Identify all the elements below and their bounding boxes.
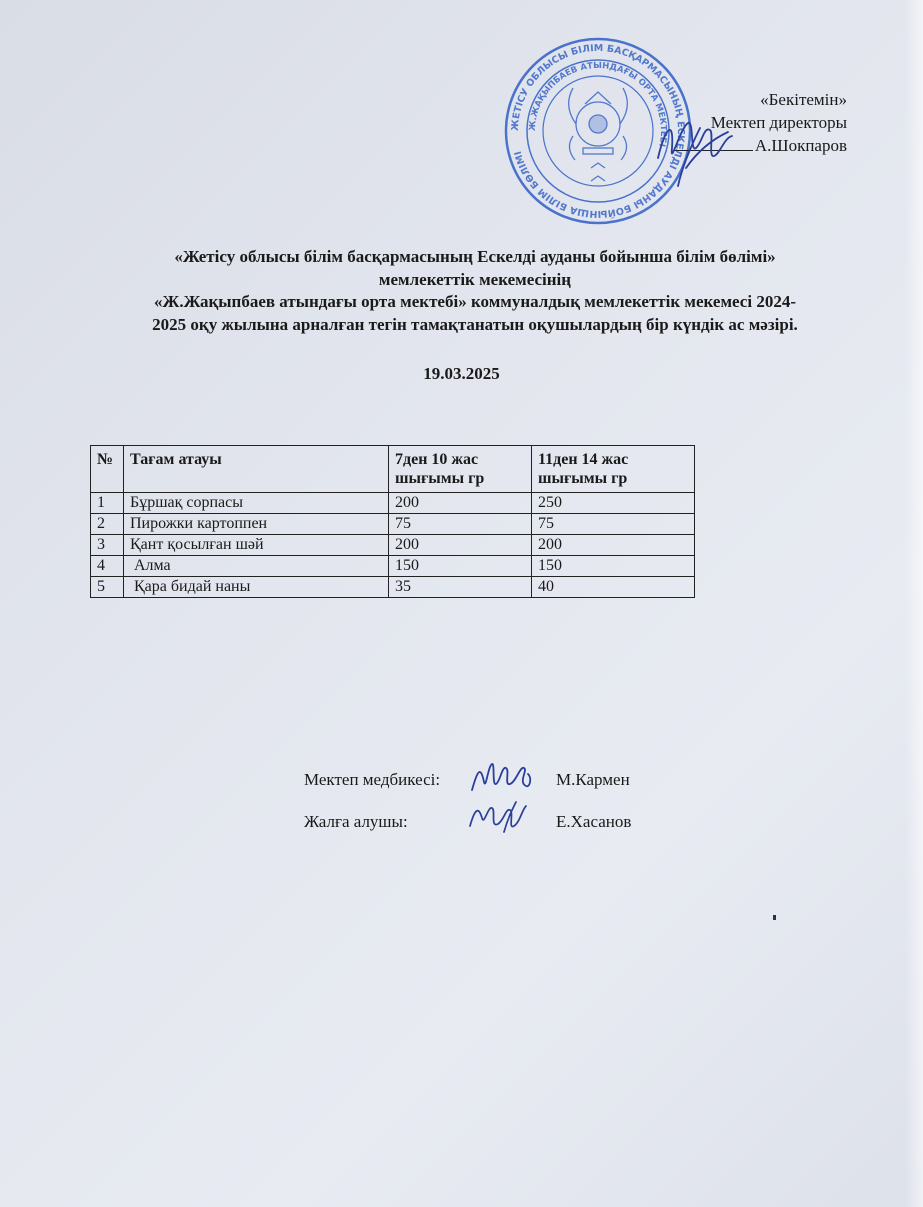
document-title <box>80 246 870 336</box>
portion-7-10: 200 <box>389 493 532 514</box>
table-header-row <box>91 446 695 493</box>
receiver-label: Жалға алушы: <box>304 812 408 831</box>
portion-11-14: 75 <box>532 514 695 535</box>
row-number: 3 <box>91 535 124 556</box>
stamp-outer-text: ЖЕТІСУ ОБЛЫСЫ БІЛІМ БАСҚАРМАСЫНЫҢ ЕСКЕЛДІ АУДАНЫ БОЙЫНША БІЛІМ БӨЛІМІ <box>509 42 687 220</box>
portion-11-14: 40 <box>532 577 695 598</box>
table-row <box>91 535 695 556</box>
signatures-block <box>304 770 664 854</box>
title-line-1: «Жетісу облысы білім басқармасының Ескелді ауданы бойынша білім бөлімі» <box>174 247 776 266</box>
table-row <box>91 577 695 598</box>
paper-fold <box>905 0 923 1207</box>
title-line-3: «Ж.Жақыпбаев атындағы орта мектебі» коммуналдық мемлекеттік мекемесі 2024- <box>154 292 796 311</box>
dish-name: Бұршақ сорпасы <box>124 493 389 514</box>
nurse-name: М.Кармен <box>556 770 630 789</box>
portion-7-10: 150 <box>389 556 532 577</box>
header-dish-name: Тағам атауы <box>124 446 389 493</box>
table-row <box>91 493 695 514</box>
header-portion-11-14: 11ден 14 жас шығымы гр <box>532 446 695 493</box>
receiver-signature-icon <box>464 796 534 836</box>
portion-11-14: 200 <box>532 535 695 556</box>
director-signature-icon <box>640 108 750 188</box>
title-line-4: 2025 оқу жылына арналған тегін тамақтанатын оқушылардың бір күндік ас мәзірі. <box>152 314 798 334</box>
approval-title: «Бекітемін» <box>760 90 847 109</box>
row-number: 4 <box>91 556 124 577</box>
header-portion-7-10: 7ден 10 жас шығымы гр <box>389 446 532 493</box>
document-date: 19.03.2025 <box>423 364 500 383</box>
dish-name: Алма <box>124 556 389 577</box>
title-line-2: мемлекеттік мекемесінің <box>378 269 572 289</box>
row-number: 2 <box>91 514 124 535</box>
dish-name: Қара бидай наны <box>124 577 389 598</box>
portion-7-10: 200 <box>389 535 532 556</box>
header-number: № <box>91 446 124 493</box>
portion-7-10: 75 <box>389 514 532 535</box>
dish-name: Қант қосылған шәй <box>124 535 389 556</box>
portion-11-14: 250 <box>532 493 695 514</box>
menu-table <box>90 445 695 598</box>
approval-position: Мектеп директоры <box>710 113 847 132</box>
stamp-inner-text: Ж.ЖАҚЫПБАЕВ АТЫНДАҒЫ ОРТА МЕКТЕБІ <box>527 60 669 148</box>
portion-7-10: 35 <box>389 577 532 598</box>
row-number: 5 <box>91 577 124 598</box>
nurse-signature-icon <box>466 756 546 798</box>
table-row <box>91 556 695 577</box>
table-row <box>91 514 695 535</box>
emblem-icon <box>569 88 628 181</box>
paper-speck <box>773 915 776 920</box>
receiver-name: Е.Хасанов <box>556 812 632 831</box>
row-number: 1 <box>91 493 124 514</box>
dish-name: Пирожки картоппен <box>124 514 389 535</box>
nurse-label: Мектеп медбикесі: <box>304 770 441 789</box>
director-name: А.Шокпаров <box>754 136 847 155</box>
portion-11-14: 150 <box>532 556 695 577</box>
